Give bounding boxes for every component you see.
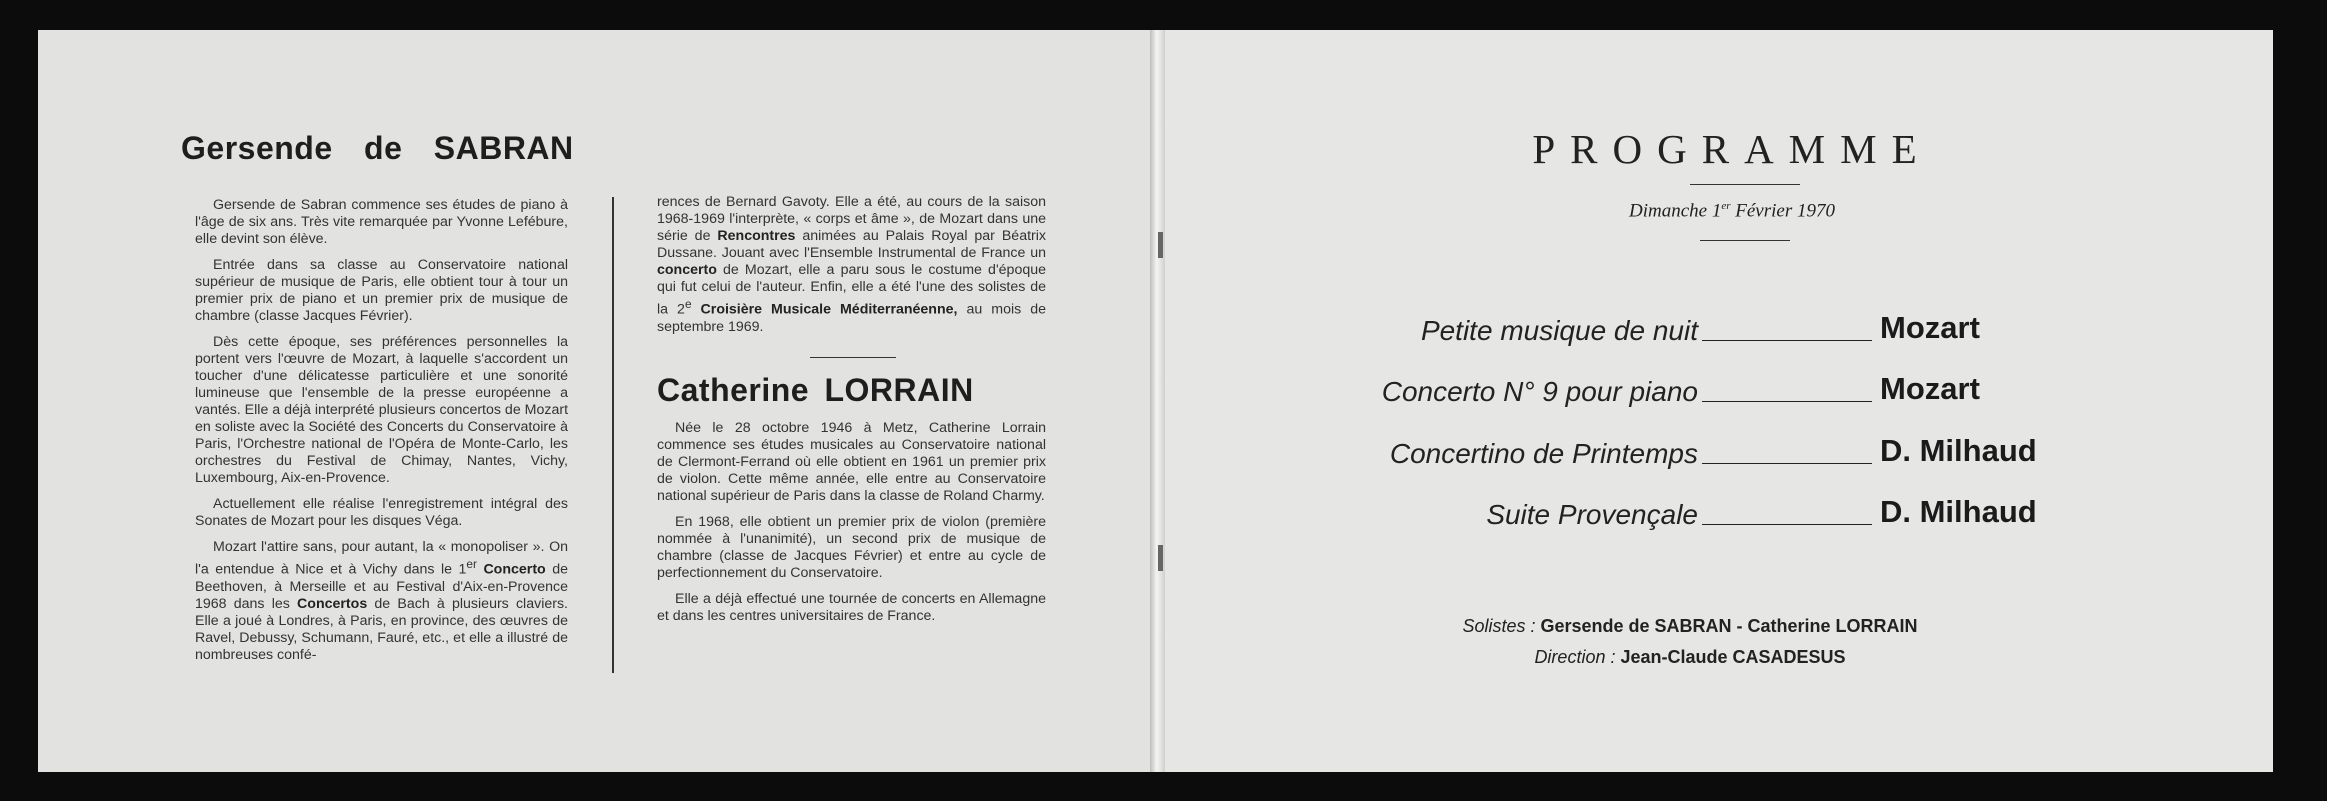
date-rule xyxy=(1700,240,1790,241)
leader-line xyxy=(1702,401,1872,402)
programme-item xyxy=(1300,434,2160,474)
leader-line xyxy=(1702,463,1872,464)
leader-line xyxy=(1702,524,1872,525)
composer: Mozart xyxy=(1880,310,1980,345)
work-title: Concertino de Printemps xyxy=(1389,438,1698,469)
leader-line xyxy=(1702,340,1872,341)
work-title: Petite musique de nuit xyxy=(1420,315,1698,346)
paragraph: Née le 28 octobre 1946 à Metz, Catherine Lorrain commence ses études musicales au Conservatoire national de Clermont-Ferrand où elle obtient en 1961 un premier prix de violon. Cette même année, elle entre au Conservatoire national supérieur de Paris dans la classe de Roland Charmy. xyxy=(657,420,1046,504)
biography-column-1 xyxy=(195,197,568,673)
work-title: Concerto N° 9 pour piano xyxy=(1381,376,1698,407)
binding-clip xyxy=(1158,232,1163,258)
biography-column-3 xyxy=(657,420,1046,634)
soloists-credit: Solistes : Gersende de SABRAN - Catherine LORRAIN xyxy=(1462,616,1918,636)
title-catherine: Catherine LORRAIN xyxy=(657,372,974,408)
paragraph: En 1968, elle obtient un premier prix de violon (première nommée à l'unanimité), un second prix de musique de chambre (classe de Jacques Février) et entre au cycle de perfectionnement du Conservatoire. xyxy=(657,514,1046,581)
paragraph: Gersende de Sabran commence ses études de piano à l'âge de six ans. Très vite remarquée par Yvonne Lefébure, elle devint son élève. xyxy=(195,197,568,247)
paragraph: Entrée dans sa classe au Conservatoire national supérieur de musique de Paris, elle obtient tour à tour un premier prix de piano et un premier prix de musique de chambre (classe Jacques Février). xyxy=(195,257,568,324)
paragraph: Mozart l'attire sans, pour autant, la « monopoliser ». On l'a entendue à Nice et à Vichy dans le 1er Concerto de Beethoven, à Merseille et au Festival d'Aix-en-Provence 1968 dans les Concertos de Bach à plusieurs claviers. Elle a joué à Londres, à Paris, en province, des œuvres de Ravel, Debussy, Schumann, Fauré, etc., et elle a illustré de nombreuses confé- xyxy=(195,539,568,663)
biography-column-2 xyxy=(657,194,1046,345)
programme-item xyxy=(1300,495,2160,535)
composer: Mozart xyxy=(1880,371,1980,406)
programme-item xyxy=(1300,311,2160,351)
paragraph: Dès cette époque, ses préférences personnelles la portent vers l'œuvre de Mozart, à laquelle s'accordent un toucher d'une délicatesse particulière et une sonorité lumineuse que l'ensemble de la presse européenne a vantés. Elle a déjà interprété plusieurs concertos de Mozart en soliste avec la Société des Concerts du Conservatoire à Paris, l'Orchestre national de l'Opéra de Monte-Carlo, les orchestres du Festival de Chimay, Nantes, Vichy, Luxembourg, Aix-en-Provence. xyxy=(195,334,569,486)
column-divider xyxy=(612,197,614,673)
section-divider xyxy=(810,357,896,358)
binding-clip xyxy=(1158,545,1163,571)
title-gersende: Gersende de SABRAN xyxy=(181,130,574,166)
programme-title: PROGRAMME xyxy=(1532,126,1932,172)
paragraph: rences de Bernard Gavoty. Elle a été, au cours de la saison 1968-1969 l'interprète, « corps et âme », de Mozart dans une série de Rencontres animées au Palais Royal par Béatrix Dussane. Jouant avec l'Ensemble Instrumental de France un concerto de Mozart, elle a paru sous le costume d'époque qui fut celui de l'auteur. Enfin, elle a été l'une des solistes de la 2e Croisière Musicale Méditerranéenne, au mois de septembre 1969. xyxy=(657,194,1046,335)
concert-date: Dimanche 1er Février 1970 xyxy=(1629,200,1835,222)
composer: D. Milhaud xyxy=(1880,433,2037,468)
paragraph: Actuellement elle réalise l'enregistrement intégral des Sonates de Mozart pour les disques Véga. xyxy=(195,496,568,529)
book-spine xyxy=(1150,30,1165,772)
title-rule xyxy=(1690,184,1800,185)
programme-item xyxy=(1300,372,2160,412)
composer: D. Milhaud xyxy=(1880,494,2037,529)
paragraph: Elle a déjà effectué une tournée de concerts en Allemagne et dans les centres universitaires de France. xyxy=(657,591,1046,624)
work-title: Suite Provençale xyxy=(1486,499,1698,530)
director-credit: Direction : Jean-Claude CASADESUS xyxy=(1534,647,1846,667)
